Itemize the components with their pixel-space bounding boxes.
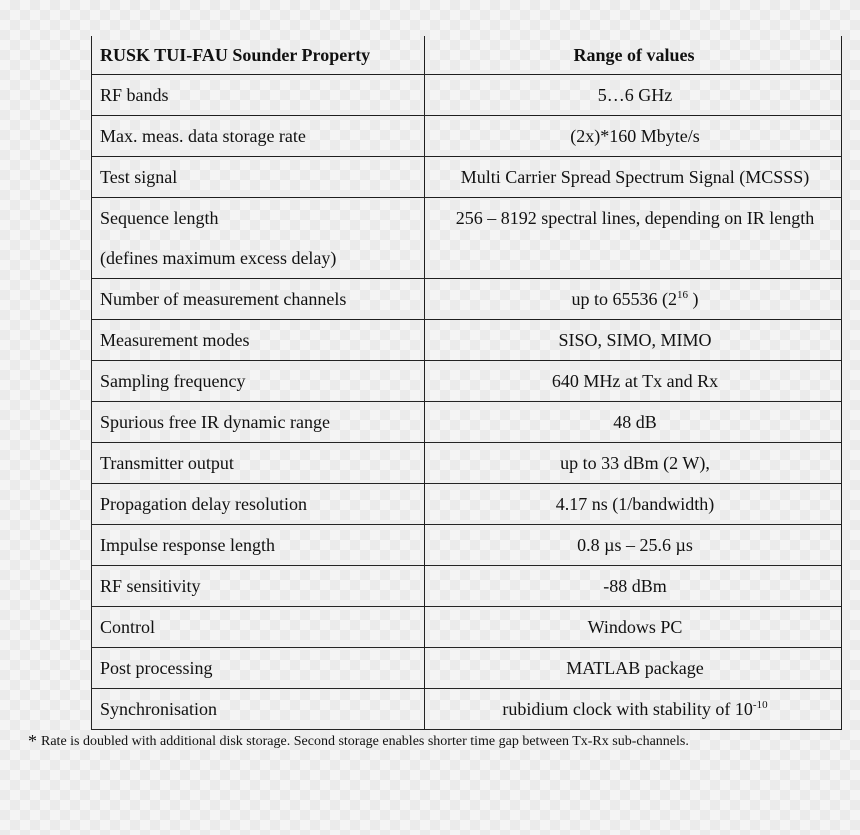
table-row	[92, 320, 842, 361]
property-cell: Transmitter output	[92, 443, 425, 484]
property-cell: Post processing	[92, 648, 425, 689]
table-row	[92, 648, 842, 689]
table-row	[92, 484, 842, 525]
table-row	[92, 402, 842, 443]
property-cell: Synchronisation	[92, 689, 425, 730]
value-text: rubidium clock with stability of 10	[502, 698, 753, 719]
property-cell: RF bands	[92, 75, 425, 116]
value-superscript: -10	[752, 698, 768, 711]
property-line-1: Sequence length	[100, 208, 219, 228]
table-row	[92, 566, 842, 607]
footnote-marker: *	[28, 731, 37, 751]
value-cell: Multi Carrier Spread Spectrum Signal (MCSSS)	[425, 157, 842, 198]
value-cell	[425, 279, 842, 320]
table-row	[92, 116, 842, 157]
value-cell: 4.17 ns (1/bandwidth)	[425, 484, 842, 525]
value-superscript: 16	[677, 288, 688, 301]
value-cell: (2x)*160 Mbyte/s	[425, 116, 842, 157]
property-cell: Spurious free IR dynamic range	[92, 402, 425, 443]
value-cell	[425, 689, 842, 730]
property-cell: Measurement modes	[92, 320, 425, 361]
value-cell: SISO, SIMO, MIMO	[425, 320, 842, 361]
header-property: RUSK TUI-FAU Sounder Property	[92, 36, 425, 75]
table-row	[92, 443, 842, 484]
table-row	[92, 75, 842, 116]
property-cell: Max. meas. data storage rate	[92, 116, 425, 157]
value-suffix: )	[688, 288, 699, 309]
property-cell: RF sensitivity	[92, 566, 425, 607]
value-cell: 5…6 GHz	[425, 75, 842, 116]
value-cell: -88 dBm	[425, 566, 842, 607]
property-cell: Impulse response length	[92, 525, 425, 566]
table-row	[92, 607, 842, 648]
table-row	[92, 689, 842, 730]
property-cell: Number of measurement channels	[92, 279, 425, 320]
value-cell: MATLAB package	[425, 648, 842, 689]
property-cell: Test signal	[92, 157, 425, 198]
property-line-2: (defines maximum excess delay)	[100, 248, 337, 268]
table-row	[92, 198, 842, 279]
property-cell: Sampling frequency	[92, 361, 425, 402]
value-text: up to 65536 (2	[571, 288, 677, 309]
value-cell: up to 33 dBm (2 W),	[425, 443, 842, 484]
value-cell: 0.8 µs – 25.6 µs	[425, 525, 842, 566]
table-row	[92, 525, 842, 566]
table-row	[92, 279, 842, 320]
table-header-row	[92, 36, 842, 75]
value-cell: Windows PC	[425, 607, 842, 648]
value-text: 256 – 8192 spectral lines, depending on IR length	[455, 208, 815, 228]
value-cell	[425, 198, 842, 279]
value-cell: 640 MHz at Tx and Rx	[425, 361, 842, 402]
table-row	[92, 361, 842, 402]
footnote	[28, 731, 689, 752]
footnote-text: Rate is doubled with additional disk storage. Second storage enables shorter time gap between Tx-Rx sub-channels.	[41, 734, 689, 749]
property-cell	[92, 198, 425, 279]
table-row	[92, 157, 842, 198]
property-cell: Propagation delay resolution	[92, 484, 425, 525]
specifications-table	[91, 36, 842, 730]
header-range-of-values: Range of values	[425, 36, 842, 75]
property-cell: Control	[92, 607, 425, 648]
value-cell: 48 dB	[425, 402, 842, 443]
